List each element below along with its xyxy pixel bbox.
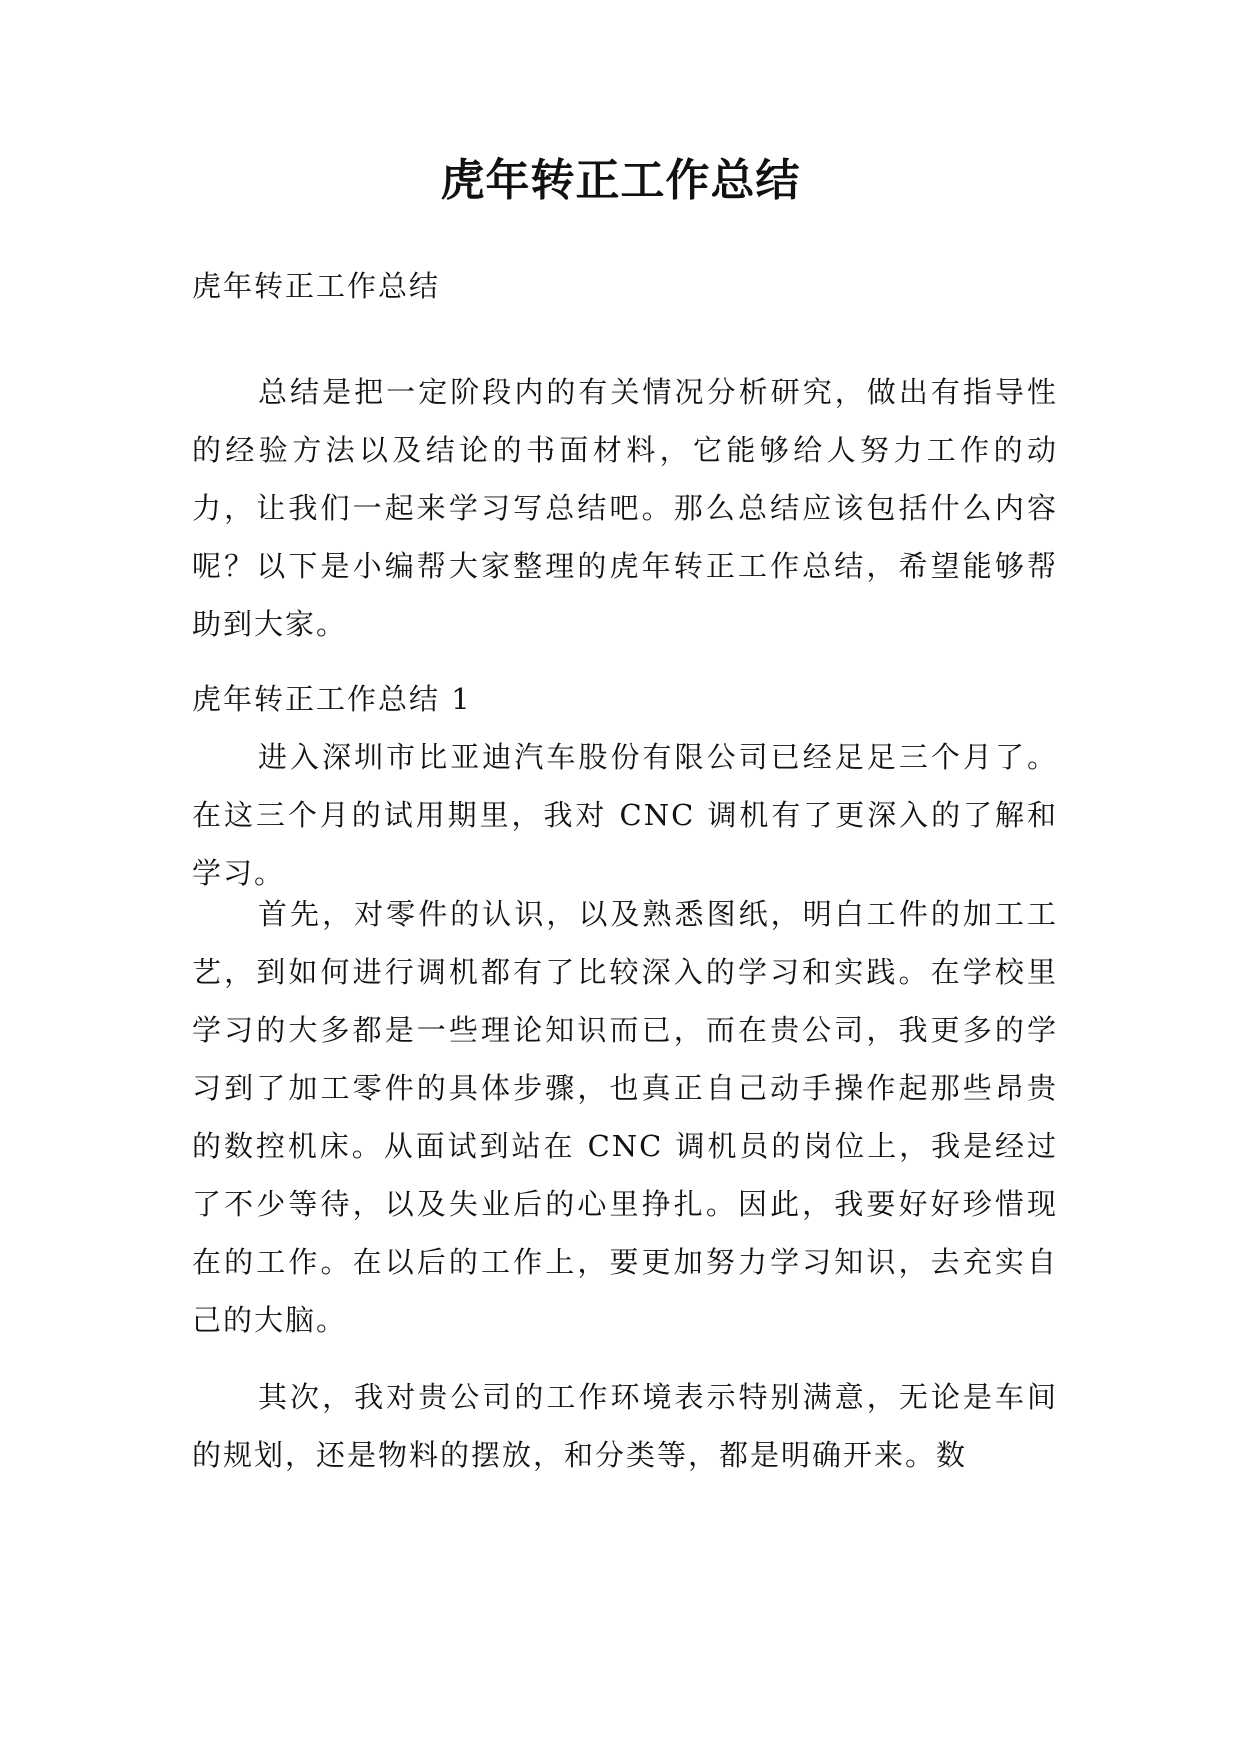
intro-paragraph: 总结是把一定阶段内的有关情况分析研究，做出有指导性的经验方法以及结论的书面材料，它能够给人努力工作的动力，让我们一起来学习写总结吧。那么总结应该包括什么内容呢？以下是小编帮大家整理的虎年转正工作总结，希望能够帮助到大家。 [192,375,1058,641]
section-1-heading: 虎年转正工作总结 1 [192,682,472,716]
document-title: 虎年转正工作总结 [440,155,801,206]
body-paragraph-2: 首先，对零件的认识，以及熟悉图纸，明白工件的加工工艺，到如何进行调机都有了比较深入的学习和实践。在学校里学习的大多都是一些理论知识而已，而在贵公司，我更多的学习到了加工零件的具体步骤，也真正自己动手操作起那些昂贵的数控机床。从面试到站在 CNC 调机员的岗位上，我是经过了不少等待，以及失业后的心里挣扎。因此，我要好好珍惜现在的工作。在以后的工作上，要更加努力学习知识，去充实自己的大脑。 [192,897,1058,1337]
body-paragraph-3: 其次，我对贵公司的工作环境表示特别满意，无论是车间的规划，还是物料的摆放，和分类等，都是明确开来。数 [192,1380,1058,1472]
document-subtitle: 虎年转正工作总结 [192,269,441,303]
body-paragraph-1: 进入深圳市比亚迪汽车股份有限公司已经足足三个月了。在这三个月的试用期里，我对 CNC 调机有了更深入的了解和学习。 [192,740,1058,890]
